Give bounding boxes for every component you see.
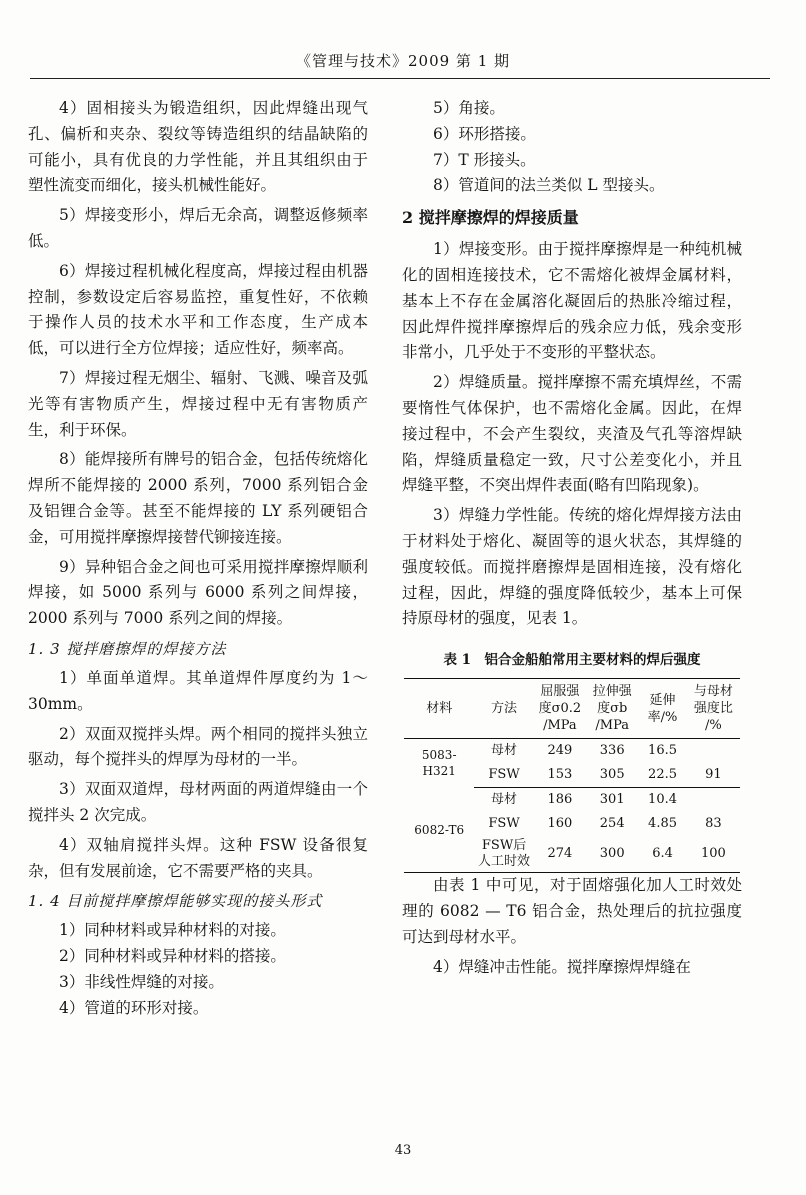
right-column (402, 96, 742, 980)
paragraph-table-note: 由表 1 中可见，对于固熔强化加人工时效处理的 6082 — T6 铝合金，热处理后的抗拉强度可达到母材水平。 (402, 876, 742, 946)
cell-material: 6082-T6 (414, 822, 465, 837)
cell-ratio: 100 (700, 846, 726, 862)
header-tensile: 拉伸强度σb /MPa (586, 679, 638, 739)
table-row (404, 739, 740, 764)
header-strength-ratio: 与母材强度比 /% (687, 679, 740, 739)
cell-yield: 160 (547, 816, 573, 832)
cell-tensile: 301 (599, 792, 625, 808)
cell-yield: 153 (534, 763, 586, 788)
journal-header: 《管理与技术》2009 第 1 期 (295, 52, 511, 70)
paragraph-quality-1: 1）焊接变形。由于搅拌摩擦焊是一种纯机械化的固相连接技术，它不需熔化被焊金属材料，基本上不存在金属溶化凝固后的热胀冷缩过程，因此焊件搅拌摩擦焊后的残余应力低，残余变形非常小，几乎处于不变形的平整状态。 (402, 240, 742, 362)
header-rule (30, 78, 770, 79)
cell-method: 母材 (491, 792, 518, 808)
cell-yield: 274 (547, 846, 573, 862)
section-heading-1-3: 1. 3 搅拌磨擦焊的焊接方法 (28, 639, 227, 658)
cell-yield: 249 (547, 743, 573, 759)
joint-form-8: 8）管道间的法兰类似 L 型接头。 (433, 176, 665, 195)
cell-tensile: 305 (586, 763, 638, 788)
cell-ratio: 83 (705, 816, 722, 832)
header-material: 材料 (404, 679, 474, 739)
cell-ratio: 91 (687, 763, 740, 788)
table-caption: 表 1 铝合金船舶常用主要材料的焊后强度 (443, 652, 701, 669)
joint-form-2: 2）同种材料或异种材料的搭接。 (59, 947, 286, 966)
paragraph-method-2: 2）双面双搅拌头焊。两个相同的搅拌头独立驱动，每个搅拌头的焊厚为母材的一半。 (28, 724, 368, 769)
paragraph-quality-4: 4）焊缝冲击性能。搅拌摩擦焊焊缝在 (433, 957, 691, 976)
paragraph-advantage-4: 4）固相接头为锻造组织，因此焊缝出现气孔、偏析和夹杂、裂纹等铸造组织的结晶缺陷的可能小，具有优良的力学性能，并且其组织由于塑性流变而细化，接头机械性能好。 (28, 99, 368, 195)
joint-form-5: 5）角接。 (433, 99, 505, 117)
cell-method: FSW后人工时效 (478, 838, 531, 870)
joint-form-7: 7）T 形接头。 (433, 150, 536, 169)
joint-form-6: 6）环形搭接。 (433, 124, 536, 143)
paragraph-quality-3: 3）焊缝力学性能。传统的熔化焊焊接方法由于材料处于熔化、凝固等的退火状态，其焊缝的强度较低。而搅拌磨擦焊是固相连接，没有熔化过程，因此，焊缝的强度降低较少，基本上可保持原母材的强度，见表 1。 (402, 506, 742, 628)
joint-form-1: 1）同种材料或异种材料的对接。 (59, 921, 286, 940)
joint-form-3: 3）非线性焊缝的对接。 (59, 972, 224, 991)
paragraph-advantage-8: 8）能焊接所有牌号的铝合金，包括传统熔化焊所不能焊接的 2000 系列，7000 系列铝合金及铝锂合金等。甚至不能焊接的 LY 系列硬铝合金，可用搅拌摩擦焊接替代铆接连接。 (28, 450, 368, 546)
paragraph-method-4: 4）双轴肩搅拌头焊。这种 FSW 设备很复杂，但有发展前途，它不需要严格的夹具。 (28, 835, 368, 880)
paragraph-advantage-6: 6）焊接过程机械化程度高，焊接过程由机器控制，参数设定后容易监控，重复性好，不依赖于操作人员的技术水平和工作态度，生产成本低，可以进行全方位焊接；适应性好，频率高。 (28, 261, 368, 358)
cell-yield: 186 (547, 792, 573, 808)
paragraph-quality-2: 2）焊缝质量。搅拌摩擦不需充填焊丝，不需要惰性气体保护，也不需熔化金属。因此，在焊接过程中，不会产生裂纹，夹渣及气孔等溶焊缺陷，焊缝质量稳定一致，尺寸公差变化小，并且焊缝平整，不突出焊件表面(略有凹陷现象)。 (402, 373, 742, 495)
table-header-row (404, 679, 740, 739)
section-heading-1-4: 1. 4 目前搅拌摩擦焊能够实现的接头形式 (28, 892, 323, 911)
page-number: 43 (394, 1143, 412, 1158)
section-heading-2: 2 搅拌摩擦焊的焊接质量 (402, 208, 579, 228)
cell-tensile: 300 (599, 846, 625, 862)
paragraph-advantage-7: 7）焊接过程无烟尘、辐射、飞溅、噪音及弧光等有害物质产生，焊接过程中无有害物质产生，利于环保。 (28, 368, 368, 439)
paragraph-method-3: 3）双面双道焊，母材两面的两道焊缝由一个搅拌头 2 次完成。 (28, 780, 368, 824)
paragraph-advantage-9: 9）异种铝合金之间也可采用搅拌摩擦焊顺利焊接，如 5000 系列与 6000 系列之间焊接，2000 系列与 7000 系列之间的焊接。 (28, 557, 368, 628)
table-row (404, 788, 740, 813)
cell-elongation: 6.4 (652, 846, 673, 862)
cell-method: FSW (488, 816, 520, 832)
cell-elongation: 4.85 (648, 816, 677, 832)
cell-tensile: 336 (599, 743, 625, 759)
cell-elongation: 10.4 (648, 792, 677, 808)
cell-method: 母材 (491, 743, 518, 759)
header-method: 方法 (474, 679, 533, 739)
cell-elongation: 22.5 (638, 763, 686, 788)
cell-method: FSW (474, 763, 533, 788)
cell-material: 5083-H321 (421, 748, 457, 779)
left-column (28, 96, 368, 1022)
cell-elongation: 16.5 (648, 743, 677, 759)
cell-ratio (687, 739, 740, 764)
cell-tensile: 254 (599, 816, 625, 832)
paragraph-advantage-5: 5）焊接变形小，焊后无余高，调整返修频率低。 (28, 206, 368, 250)
cell-ratio (687, 788, 740, 813)
joint-form-4: 4）管道的环形对接。 (59, 998, 209, 1017)
paragraph-method-1: 1）单面单道焊。其单道焊件厚度约为 1～30mm。 (28, 668, 368, 713)
header-yield: 屈服强度σ0.2 /MPa (534, 679, 586, 739)
header-elongation: 延伸率/% (638, 679, 686, 739)
strength-table (404, 678, 740, 873)
